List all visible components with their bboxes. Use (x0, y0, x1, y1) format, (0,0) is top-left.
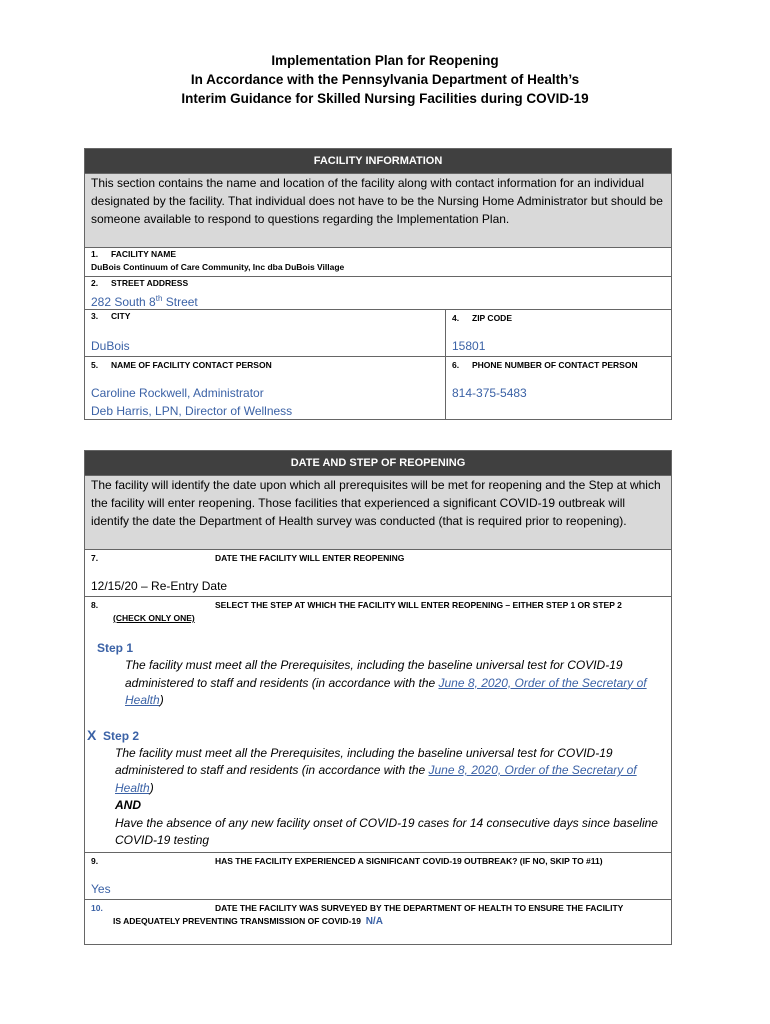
step-2-option[interactable] (85, 726, 671, 850)
reopening-step-row (85, 596, 671, 852)
reopening-step-label: 8. SELECT THE STEP AT WHICH THE FACILITY WILL ENTER REOPENING – EITHER STEP 1 OR STEP 2 (91, 600, 622, 610)
step-2-description: The facility must meet all the Prerequisites, including the baseline universal test for COVID-19 administered to staff and residents (in accordance with the June 8, 2020, Order of the Secretary of Health) (115, 745, 637, 795)
zip-value[interactable]: 15801 (452, 339, 486, 353)
step-1-option[interactable] (85, 639, 671, 710)
step-2-and: AND (115, 798, 141, 812)
phone-label: 6. PHONE NUMBER OF CONTACT PERSON (452, 360, 638, 370)
reopening-date-value[interactable]: 12/15/20 – Re-Entry Date (91, 579, 228, 593)
step-2-title-row (87, 726, 671, 745)
city-value[interactable]: DuBois (91, 339, 130, 353)
phone-value[interactable]: 814-375-5483 (452, 386, 527, 400)
contact-person-cell (85, 357, 446, 419)
reopening-intro-text: The facility will identify the date upon which all prerequisites will be met for reopening and the Step at which the facility will enter reopening. Those facilities that experienced a significant COVID-19 outbreak will identify the date the Department of Health survey was conducted (that is required prior to reopening). (85, 475, 671, 549)
survey-date-label-2: IS ADEQUATELY PREVENTING TRANSMISSION OF COVID-19 N/A (113, 916, 383, 927)
title-line-3: Interim Guidance for Skilled Nursing Facilities during COVID-19 (181, 91, 589, 106)
outbreak-label: 9. HAS THE FACILITY EXPERIENCED A SIGNIFICANT COVID-19 OUTBREAK? (IF NO, SKIP TO #11) (91, 856, 603, 866)
street-address-row (85, 276, 671, 309)
step-1-title: Step 1 (97, 641, 134, 655)
facility-name-value[interactable]: DuBois Continuum of Care Community, Inc dba DuBois Village (91, 262, 345, 272)
outbreak-value[interactable]: Yes (91, 882, 111, 896)
reopening-table (84, 450, 672, 945)
phone-cell (446, 357, 671, 419)
city-cell (85, 310, 446, 356)
zip-label: 4. ZIP CODE (452, 313, 512, 323)
title-line-1: Implementation Plan for Reopening (271, 53, 499, 68)
document-title (0, 51, 770, 108)
outbreak-row (85, 852, 671, 899)
street-address-label: 2. STREET ADDRESS (91, 278, 189, 288)
contact-row (85, 356, 671, 419)
step-2-description-2: Have the absence of any new facility onset of COVID-19 cases for 14 consecutive days since baseline COVID-19 testing (115, 815, 658, 847)
step-1-description: The facility must meet all the Prerequisites, including the baseline universal test for COVID-19 administered to staff and residents (in accordance with the June 8, 2020, Order of the Secretary of Health) (125, 658, 647, 707)
step-2-title: Step 2 (103, 728, 140, 743)
facility-information-header: FACILITY INFORMATION (85, 149, 671, 173)
zip-cell (446, 310, 671, 356)
city-label: 3. CITY (91, 311, 131, 321)
facility-name-row (85, 247, 671, 276)
contact-person-value-2[interactable]: Deb Harris, LPN, Director of Wellness (91, 404, 293, 418)
city-zip-row (85, 309, 671, 356)
title-line-2: In Accordance with the Pennsylvania Department of Health’s (190, 72, 580, 87)
facility-information-table (84, 148, 672, 420)
contact-person-value-1[interactable]: Caroline Rockwell, Administrator (91, 386, 264, 400)
facility-name-label: 1. FACILITY NAME (91, 249, 177, 259)
facility-intro-text: This section contains the name and location of the facility along with contact information for an individual designated by the facility. That individual does not have to be the Nursing Home Administrator but should be someone available to respond to questions regarding the Implementation Plan. (85, 173, 671, 247)
survey-date-label: 10. DATE THE FACILITY WAS SURVEYED BY THE DEPARTMENT OF HEALTH TO ENSURE THE FACILITY (91, 903, 624, 913)
survey-date-row (85, 899, 671, 944)
street-address-value[interactable]: 282 South 8th Street (91, 294, 198, 309)
reopening-date-label: 7. DATE THE FACILITY WILL ENTER REOPENING (91, 553, 405, 563)
step-1-order-link[interactable]: June 8, 2020, Order of the Secretary of Health (125, 675, 647, 707)
contact-person-label: 5. NAME OF FACILITY CONTACT PERSON (91, 360, 272, 370)
reopening-header: DATE AND STEP OF REOPENING (85, 451, 671, 475)
check-only-one-note: (CHECK ONLY ONE) (113, 613, 195, 623)
survey-date-value[interactable]: N/A (365, 916, 383, 927)
step-2-checkmark: X (87, 726, 97, 743)
step-2-order-link[interactable]: June 8, 2020, Order of the Secretary of Health (115, 763, 637, 795)
reopening-date-row (85, 549, 671, 596)
